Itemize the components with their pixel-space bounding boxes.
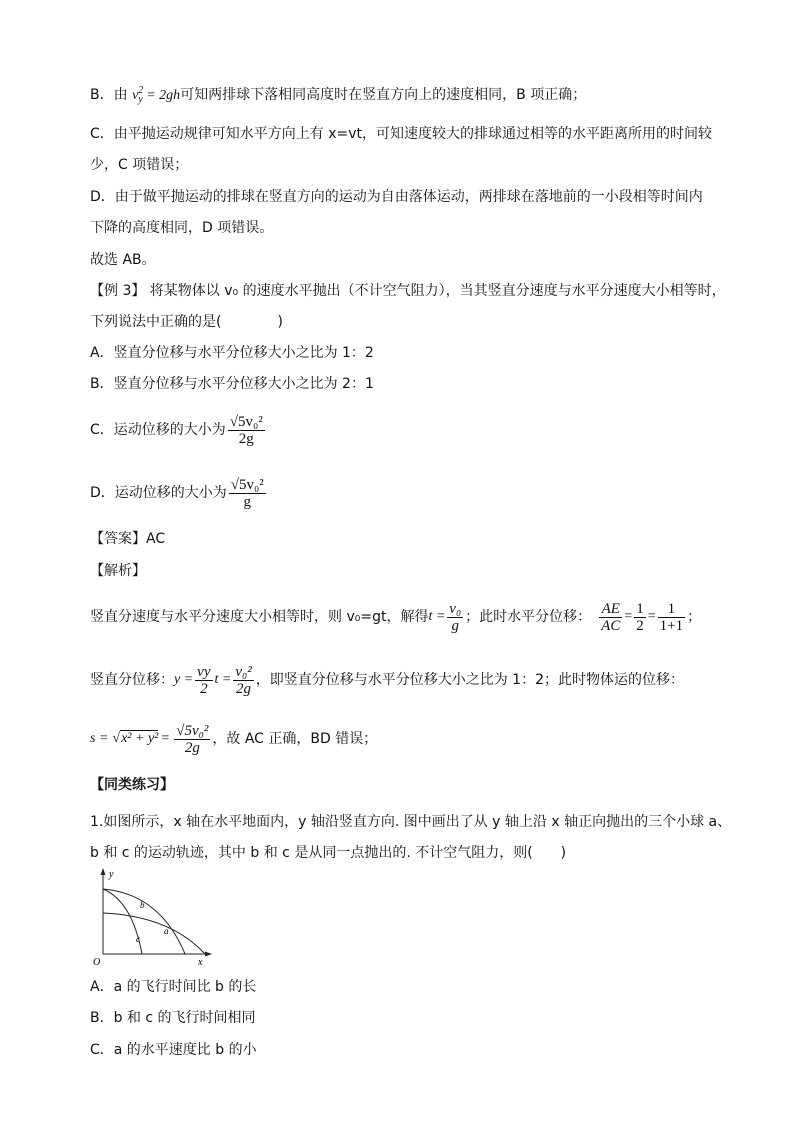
formula-t-eq: t = [214, 672, 232, 687]
analysis-line2 [90, 661, 684, 699]
equals-sign: = [161, 731, 170, 746]
practice-q1-line1: 1.如图所示，x 轴在水平地面内，y 轴沿竖直方向. 图中画出了从 y 轴上沿 x 轴正向抛出的三个小球 a、 [90, 814, 732, 830]
option-c-fraction: $\frac{\text{√5v₀²}}{2g}$ [229, 413, 263, 447]
example3-option-b: B．竖直分位移与水平分位移大小之比为 2：1 [90, 376, 374, 392]
practice-option-a: A．a 的飞行时间比 b 的长 [90, 979, 257, 995]
analysis-p2-text: 竖直分位移： [90, 672, 174, 688]
fraction-result: $\frac{\text{√5v₀²}}{2g}$ [176, 722, 209, 756]
option-c-line2: 少，C 项错误； [90, 157, 189, 173]
y-axis-arrow-icon [101, 868, 106, 875]
option-d-line1: D．由于做平抛运动的排球在竖直方向的运动为自由落体运动，两排球在落地前的一小段相等时间内 [90, 189, 703, 205]
fraction-v0-g: $\frac{\text{v₀}}{g}$ [449, 600, 462, 634]
trajectory-a [103, 913, 205, 954]
origin-label: O [93, 957, 101, 968]
option-b-explanation [90, 86, 586, 105]
equals-sign: = [647, 609, 656, 624]
y-axis-label: y [109, 869, 114, 880]
analysis-label: 【解析】 [90, 563, 146, 579]
option-d-prefix: D．运动位移的大小为 [90, 485, 227, 501]
option-d-fraction: $\frac{\text{√5v₀²}}{g}$ [230, 476, 264, 510]
fraction-one-over-one-plus-one: $\frac{1}{1+1}$ [659, 600, 684, 634]
answer: 【答案】AC [90, 531, 166, 547]
analysis-p1-end: ； [687, 609, 702, 625]
practice-option-b: B．b 和 c 的飞行时间相同 [90, 1010, 256, 1026]
example3-label: 【例 3】 [90, 283, 146, 299]
formula-vy: $v^2_y$ [132, 85, 144, 105]
curve-b-label: b [140, 900, 145, 910]
analysis-line1 [90, 598, 701, 636]
example3-option-a: A．竖直分位移与水平分位移大小之比为 1：2 [90, 345, 374, 361]
example3-option-d [90, 473, 268, 513]
practice-option-c: C．a 的水平速度比 b 的小 [90, 1042, 257, 1058]
formula-t: t = [428, 609, 446, 624]
practice-q1-line2: b 和 c 的运动轨迹，其中 b 和 c 是从同一点抛出的. 不计空气阻力，则( ) [90, 845, 567, 861]
example3-stem-line1 [90, 282, 726, 300]
option-b-prefix: B．由 [90, 87, 128, 103]
practice-heading: 【同类练习】 [90, 777, 174, 793]
fraction-v0sq-2g: $\frac{\text{v₀²}}{2g}$ [235, 663, 252, 697]
fraction-half: $\frac{1}{2}$ [636, 600, 644, 634]
example3-option-c [90, 410, 267, 450]
formula-y: y = [174, 672, 194, 687]
analysis-p2-tail: ，即竖直分位移与水平分位移大小之比为 1：2；此时物体运的位移： [255, 672, 684, 688]
fraction-vy-2: $\frac{vy}{2}$ [197, 663, 211, 697]
trajectory-b [103, 889, 185, 954]
curve-c-label: c [136, 934, 140, 944]
conclusion: 故选 AB。 [90, 252, 156, 268]
option-c-line1: C．由平抛运动规律可知水平方向上有 x=vt，可知速度较大的排球通过相等的水平距离所用的时间较 [90, 126, 713, 142]
sqrt-expression: √x² + y² [112, 731, 159, 746]
analysis-line3 [90, 718, 377, 760]
formula-s: s = [90, 731, 109, 746]
analysis-p1-mid: ；此时水平分位移： [465, 609, 592, 625]
option-b-text: 可知两排球下落相同高度时在竖直方向上的速度相同，B 项正确； [180, 87, 587, 103]
analysis-p1-text: 竖直分速度与水平分速度大小相等时，则 v₀=gt，解得 [90, 609, 429, 625]
analysis-p3-tail: ，故 AC 正确，BD 错误； [212, 731, 378, 747]
x-axis-label: x [198, 957, 203, 968]
x-axis-arrow-icon [205, 952, 212, 957]
option-c-prefix: C．运动位移的大小为 [90, 422, 226, 438]
example3-stem1: 将某物体以 v₀ 的速度水平抛出（不计空气阻力），当其竖直分速度与水平分速度大小相等时， [145, 283, 726, 299]
trajectory-c [103, 889, 142, 954]
fraction-ae-ac: $\frac{AE}{AC}$ [601, 600, 621, 634]
equals-sign: = [624, 609, 633, 624]
example3-stem-line2: 下列说法中正确的是( ) [90, 314, 283, 330]
curve-a-label: a [164, 926, 169, 936]
option-d-line2: 下降的高度相同，D 项错误。 [90, 220, 274, 236]
trajectory-figure [90, 866, 220, 971]
formula-2gh: = 2gh [142, 88, 181, 103]
